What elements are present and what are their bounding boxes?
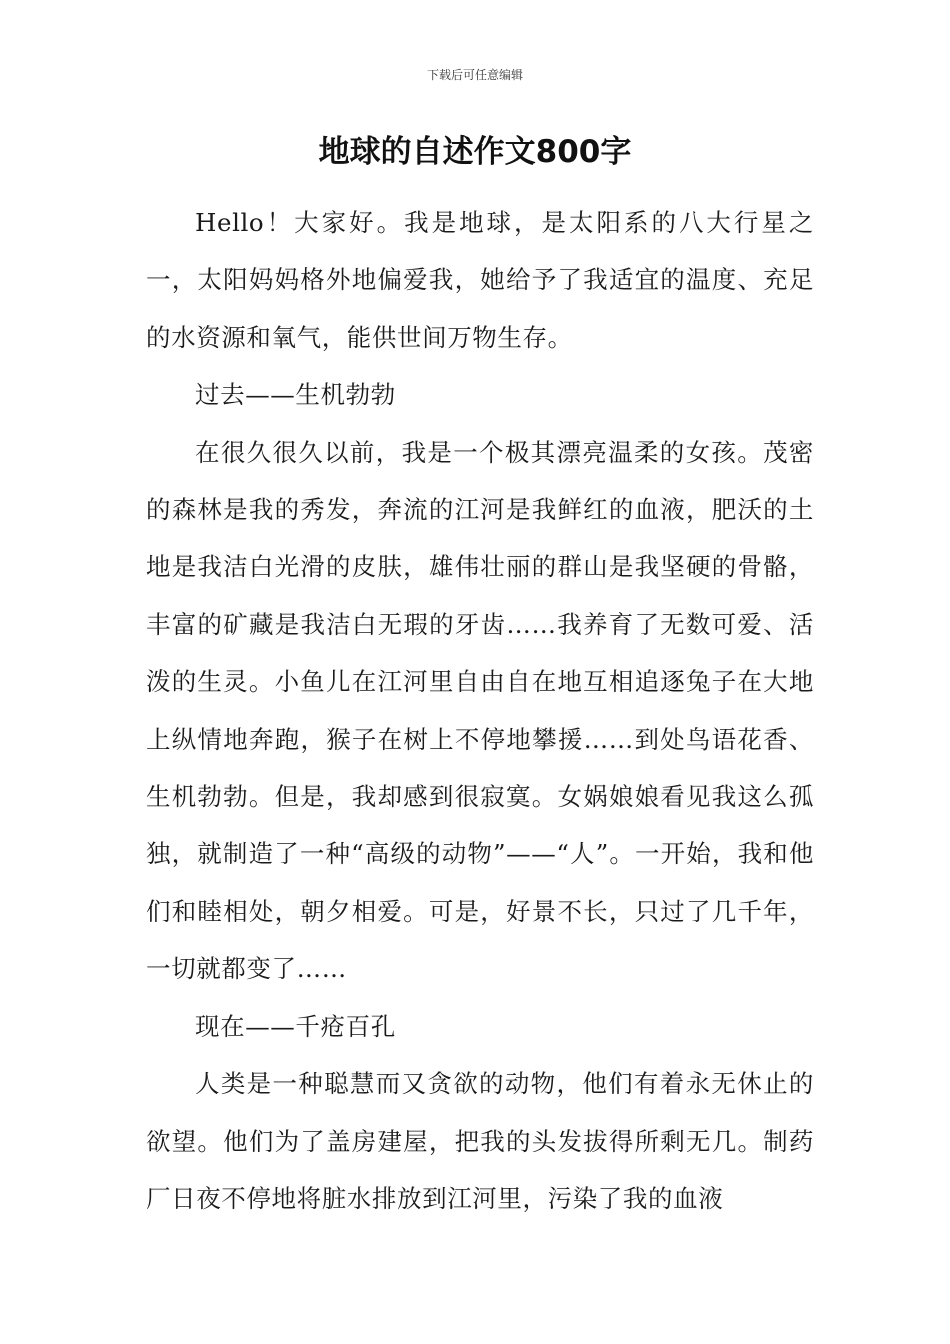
paragraph-present: 人类是一种聪慧而又贪欲的动物，他们有着永无休止的欲望。他们为了盖房建屋，把我的头发拔得所剩无几。制药厂日夜不停地将脏水排放到江河里，污染了我的血液 (146, 1069, 814, 1213)
paragraph-past: 在很久很久以前，我是一个极其漂亮温柔的女孩。茂密的森林是我的秀发，奔流的江河是我鲜红的血液，肥沃的土地是我洁白光滑的皮肤，雄伟壮丽的群山是我坚硬的骨骼，丰富的矿藏是我洁白无瑕的牙齿……我养育了无数可爱、活泼的生灵。小鱼儿在江河里自由自在地互相追逐兔子在大地上纵情地奔跑，猴子在树上不停地攀援……到处鸟语花香、生机勃勃。但是，我却感到很寂寞。女娲娘娘看见我这么孤独，就制造了一种“高级的动物”——“人”。一开始，我和他们和睦相处，朝夕相爱。可是，好景不长，只过了几千年，一切就都变了…… (146, 437, 814, 984)
section-heading-present: 现在——千疮百孔 (195, 1011, 396, 1041)
header-note: 下载后可任意编辑 (426, 68, 523, 82)
section-heading-past: 过去——生机勃勃 (195, 380, 396, 410)
paragraph-intro: Hello！大家好。我是地球，是太阳系的八大行星之一，太阳妈妈格外地偏爱我，她给予了我适宜的温度、充足的水资源和氧气，能供世间万物生存。 (146, 208, 814, 352)
document-body (146, 194, 814, 1227)
document-title: 地球的自述作文800字 (318, 134, 632, 170)
